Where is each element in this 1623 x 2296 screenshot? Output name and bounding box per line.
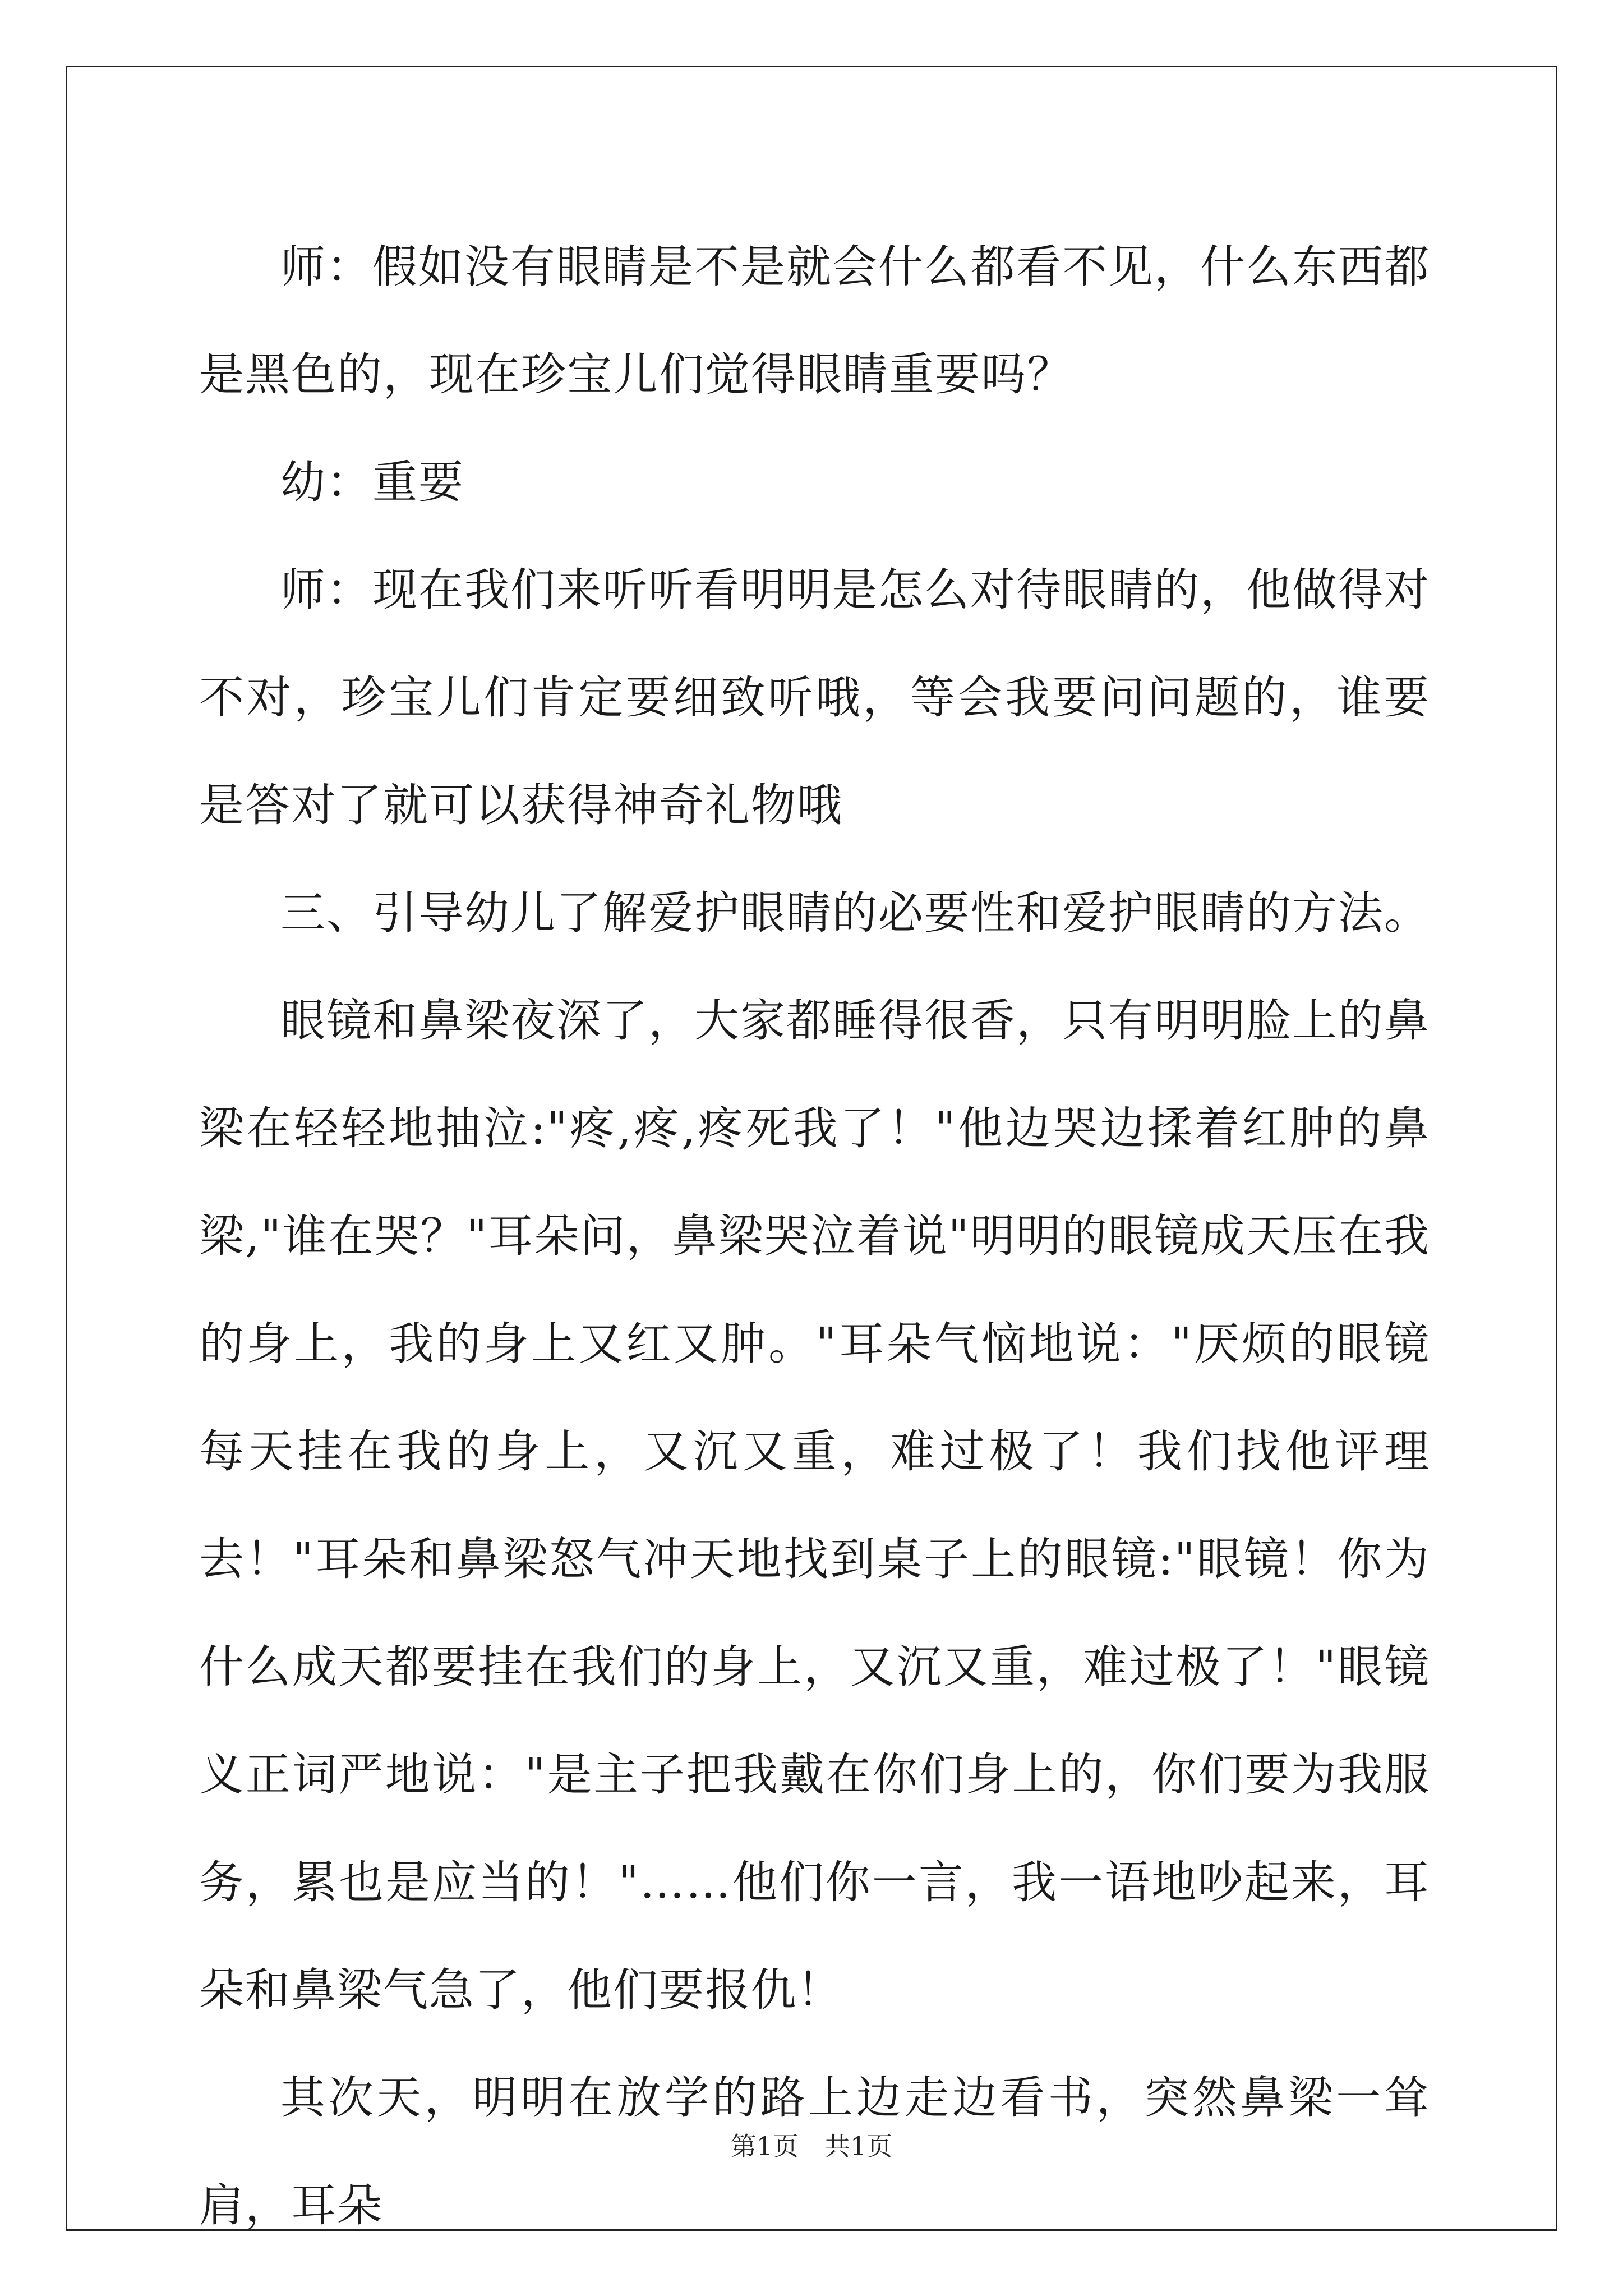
paragraph: 眼镜和鼻梁夜深了，大家都睡得很香，只有明明脸上的鼻梁在轻轻地抽泣:"疼,疼,疼死我了！"他边哭边揉着红肿的鼻梁,"谁在哭？"耳朵问，鼻梁哭泣着说"明明的眼镜成天压在我的身上，我的身上又红又肿。"耳朵气恼地说："厌烦的眼镜每天挂在我的身上，又沉又重，难过极了！我们找他评理去！"耳朵和鼻梁怒气冲天地找到桌子上的眼镜:"眼镜！你为什么成天都要挂在我们的身上，又沉又重，难过极了！"眼镜义正词严地说："是主子把我戴在你们身上的，你们要为我服务，累也是应当的！"……他们你一言，我一语地吵起来，耳朵和鼻梁气急了，他们要报仇！ xyxy=(199,995,1430,2016)
paragraph: 师：假如没有眼睛是不是就会什么都看不见，什么东西都是黑色的，现在珍宝儿们觉得眼睛重要吗？ xyxy=(199,241,1430,401)
paragraph: 其次天，明明在放学的路上边走边看书，突然鼻梁一耸肩，耳朵 xyxy=(199,2072,1430,2231)
paragraph: 师：现在我们来听听看明明是怎么对待眼睛的，他做得对不对，珍宝儿们肯定要细致听哦，等会我要问问题的，谁要是答对了就可以获得神奇礼物哦 xyxy=(199,564,1430,831)
paragraph: 三、引导幼儿了解爱护眼睛的必要性和爱护眼睛的方法。 xyxy=(280,887,1430,939)
paragraph: 幼：重要 xyxy=(280,456,464,508)
page-number-footer: 第1页 共1页 xyxy=(730,2131,893,2161)
document-body xyxy=(199,213,1430,2260)
